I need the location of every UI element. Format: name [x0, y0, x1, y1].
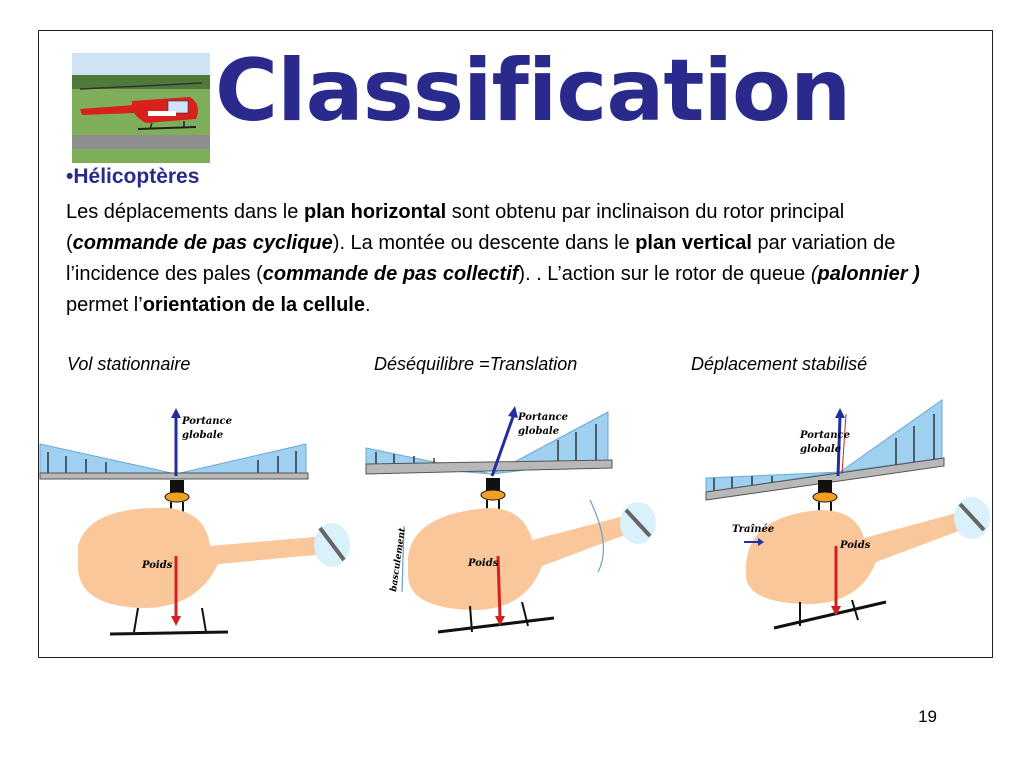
caption-translation: Déséquilibre =Translation — [374, 354, 578, 374]
caption-stabilise: Déplacement stabilisé — [691, 354, 868, 374]
label-globale: globale — [800, 444, 842, 455]
page-number: 19 — [918, 707, 937, 726]
helicopter-photo — [72, 53, 210, 163]
text-run: ). La montée ou descente dans le — [332, 232, 636, 254]
label-poids: Poids — [468, 558, 499, 569]
label-portance: Portance — [800, 430, 851, 441]
label-basculement: basculement — [389, 527, 408, 593]
bold-italic-run: commande de pas cyclique — [72, 232, 333, 254]
label-portance: Portance — [518, 412, 569, 423]
label-globale: globale — [518, 426, 560, 437]
text-run: . — [364, 294, 371, 316]
text-run: par variation de l’incidence des pales ( — [66, 232, 896, 285]
italic-run: ( — [810, 263, 818, 285]
bold-italic-run: palonnier ) — [817, 263, 920, 285]
text-run: permet l’ — [66, 294, 143, 316]
bold-run: plan horizontal — [303, 201, 447, 223]
bold-italic-run: commande de pas collectif — [262, 263, 519, 285]
body-paragraph — [66, 197, 956, 321]
label-globale: globale — [182, 430, 224, 441]
label-poids: Poids — [142, 560, 173, 571]
bold-run: orientation de la cellule — [142, 294, 365, 316]
diagram-stabilise — [700, 396, 1000, 641]
diagram-translation — [362, 396, 682, 641]
caption-vol-stationnaire: Vol stationnaire — [67, 354, 191, 374]
text-run: Les déplacements dans le — [66, 201, 304, 223]
label-portance: Portance — [182, 416, 233, 427]
bullet-heading: •Hélicoptères — [66, 165, 200, 188]
text-run: sont obtenu par inclinaison du rotor principal ( — [66, 201, 845, 254]
label-trainee: Traînée — [732, 524, 775, 535]
text-run: ). . L’action sur le rotor de queue — [518, 263, 811, 285]
bold-run: plan vertical — [635, 232, 752, 254]
diagram-hover — [38, 396, 358, 641]
label-poids: Poids — [840, 540, 871, 551]
slide-title: Classification — [215, 41, 851, 141]
